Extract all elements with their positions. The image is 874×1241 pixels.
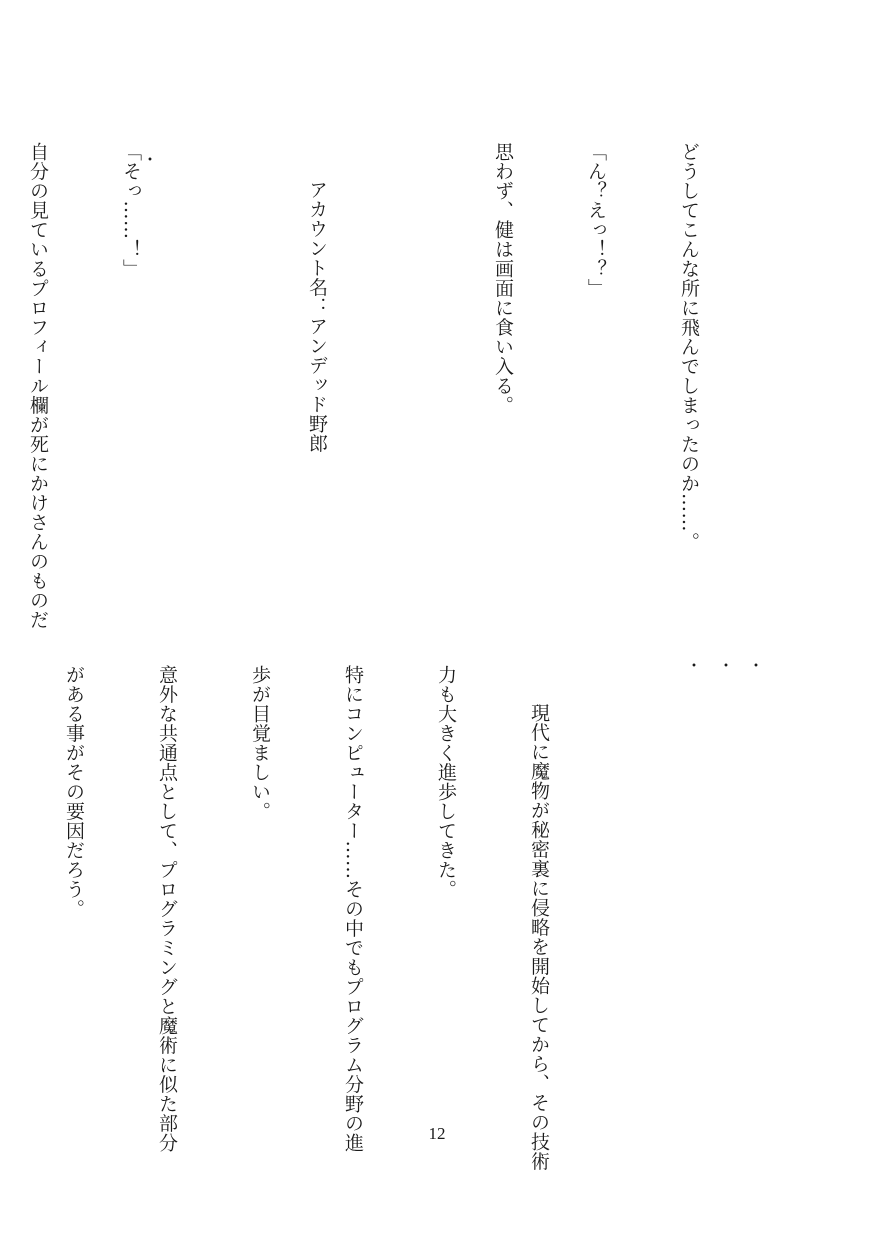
blank-line [208,142,239,612]
text-line: 力も大きく進歩してきた。 [435,665,457,899]
text-line: 現代に魔物が秘密裏に侵略を開始してから、その技術 [528,703,550,1171]
blank-line [394,142,425,612]
scene-break-dot: ・ [142,150,159,169]
text-line: 特にコンピューター……その中でもプログラム分野の進 [342,665,364,1153]
text-line: 「ん？えっ！？」 [585,142,607,298]
top-section [0,142,766,630]
text-line: がある事がその要因だろう。 [63,665,85,919]
text-line: 歩が目覚ましい。 [249,665,271,821]
text-line: 「そっ……！」 [120,142,142,279]
page-number: 12 [428,1124,446,1143]
bottom-section [0,665,616,1171]
account-name-line: アカウント名：アンデッド野郎 [306,180,328,453]
text-line: 思わず、健は画面に食い入る。 [492,142,514,415]
scene-break-dot: ・ [686,656,703,675]
text-line: どうしてこんな所に飛んでしまったのか……。 [678,142,700,552]
scene-break-dot: ・ [748,656,765,675]
text-line: 自分の見ているプロフィール欄が死にかけさんのものだ [27,142,49,630]
text-line: 意外な共通点として、プログラミングと魔術に似た部分 [156,665,178,1153]
scene-break-dot: ・ [718,656,735,675]
